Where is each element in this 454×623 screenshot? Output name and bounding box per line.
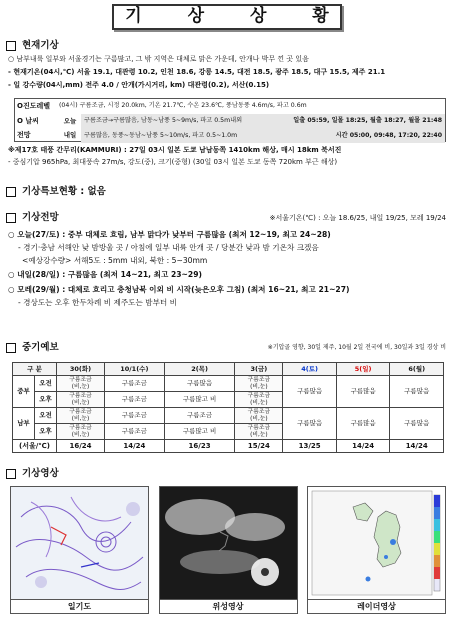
checkbox-icon xyxy=(6,343,16,353)
weather-chart-card[interactable] xyxy=(10,486,149,614)
outlook-tomorrow: ○ 내일(28/일) : 구름많음 (최저 14~21, 최고 23~29) xyxy=(8,270,202,280)
current-temperatures: - 현재기온(04시,℃) 서울 19.1, 대관령 10.2, 인천 18.6, 강릉 14.5, 대전 18.5, 광주 18.5, 대구 15.5, 제주 21.1 xyxy=(8,67,386,76)
table-header-row: 구 분 30(화) 10/1(수) 2(목) 3(금) 4(토) 5(일) 6(월) xyxy=(13,363,444,376)
checkbox-icon xyxy=(6,213,16,223)
checkbox-icon xyxy=(6,187,16,197)
typhoon-info: ※제17호 태풍 간무리(KAMMURI) : 27일 03시 일본 도쿄 남남동쪽 1410km 해상, 매시 18km 북서진 - 중심기압 965hPa, 최대풍속 27m/s, 강도(중), 크기(중형) (30일 03시 일본 도쿄 동쪽 720km 부근 해상) xyxy=(8,146,342,166)
weather-images xyxy=(10,486,446,614)
outlook-dayafter: ○ 모레(29/월) : 대체로 흐리고 충청남북 이외 비 시작(늦은오후 그침) (최저 16~21, 최고 21~27) xyxy=(8,284,350,294)
current-precip: - 일 강수량(04시,mm) 전주 4.0 / 안개(가시거리, km) 대관령(0.2), 서산(0.15) xyxy=(8,80,270,89)
current-section-heading: 현재기상 xyxy=(6,40,59,52)
temperature-row: (서울/℃) 16/24 14/24 16/23 15/24 13/25 14/24 14/24 xyxy=(13,440,444,453)
weather-chart-image xyxy=(11,487,148,599)
table-row: 중부 오전 구름조금 (비,눈) 구름조금 구름많음 구름조금 (비,눈) 구름많음 구름많음 구름많음 xyxy=(13,376,444,392)
outlook-heading: 기상전망 ※서울기온(℃) : 오늘 18.6/25, 내일 19/25, 모레 19/24 xyxy=(6,212,446,224)
page-title: 기 상 상 황 xyxy=(112,4,342,30)
outlook-body: ○ 오늘(27/토) : 중부 대체로 흐림, 남부 맑다가 낮부터 구름많음 (최저 12~19, 최고 24~28) - 경기·충남 서해안 낮 밤방울 곳 / 아침에 일부 내륙 안개 곳 / 당분간 낮과 밤 기온차 크겠음 <예상강수량> 서해5도 : 5mm 내외, 북한 : 5~30mm ○ 내일(28/일) : 구름많음 (최저 14~21, 최고 23~29) ○ 모레(29/월) : 대체로 흐리고 충청남북 이외 비 시작(늦은오후 그침) (최저 16~21, 최고 21~27) - 경상도는 오후 한두차례 비 제주도는 밤부터 비 xyxy=(8,230,448,308)
radar-card[interactable] xyxy=(307,486,446,614)
special-report-heading: 기상특보현황 : 없음 xyxy=(6,186,106,198)
midterm-heading: 중기예보 ※기압골 영향, 30일 제주, 10월 2일 전국에 비, 30일과 3일 경상 비 xyxy=(6,342,446,354)
outlook-today: ○ 오늘(27/토) : 중부 대체로 흐림, 남부 맑다가 낮부터 구름많음 (최저 12~19, 최고 24~28) xyxy=(8,230,331,239)
weather-chart-caption: 일기도 xyxy=(11,599,148,613)
radar-caption: 레이더영상 xyxy=(308,599,445,613)
table-row: 오후 구름조금 (비,눈) 구름조금 구름많고 비 구름조금 (비,눈) xyxy=(13,392,444,408)
current-summary: ○ 남부내륙 일부와 서울경기는 구름많고, 그 밖 지역은 대체로 맑은 가운데, 안개나 박무 낀 곳 있음 xyxy=(8,55,309,63)
midterm-forecast-table xyxy=(12,362,444,453)
images-heading: 기상영상 xyxy=(6,468,59,480)
table-row: 오후 구름조금 (비,눈) 구름조금 구름많고 비 구름조금 (비,눈) xyxy=(13,424,444,440)
checkbox-icon xyxy=(6,469,16,479)
current-conditions xyxy=(8,55,448,89)
table-row: 남부 오전 구름조금 (비,눈) 구름조금 구름조금 구름조금 (비,눈) 구름많음 구름많음 구름많음 xyxy=(13,408,444,424)
jindo-observation-box: O진도레벨 (04시) 구름조금, 시정 20.0km, 기온 21.7℃, 수온 23.6℃, 풍남동풍 4.6m/s, 파고 0.6m O 날씨 오늘 구름조금→구름많음, 남동~남풍 5~9m/s, 파고 0.5m내외 일출 05:59, 일몰 18:25, 월출 18:27, 월몰 21:48 전망 내일 구름많음, 동풍~동남~남풍 5~10m/s, 파고 0.5~1.0m 시간 05:00, 09:48, 17:20, 22:40 xyxy=(14,98,446,142)
satellite-card[interactable] xyxy=(159,486,298,614)
satellite-image xyxy=(160,487,297,599)
checkbox-icon xyxy=(6,41,16,51)
satellite-caption: 위성영상 xyxy=(160,599,297,613)
radar-image xyxy=(308,487,445,599)
